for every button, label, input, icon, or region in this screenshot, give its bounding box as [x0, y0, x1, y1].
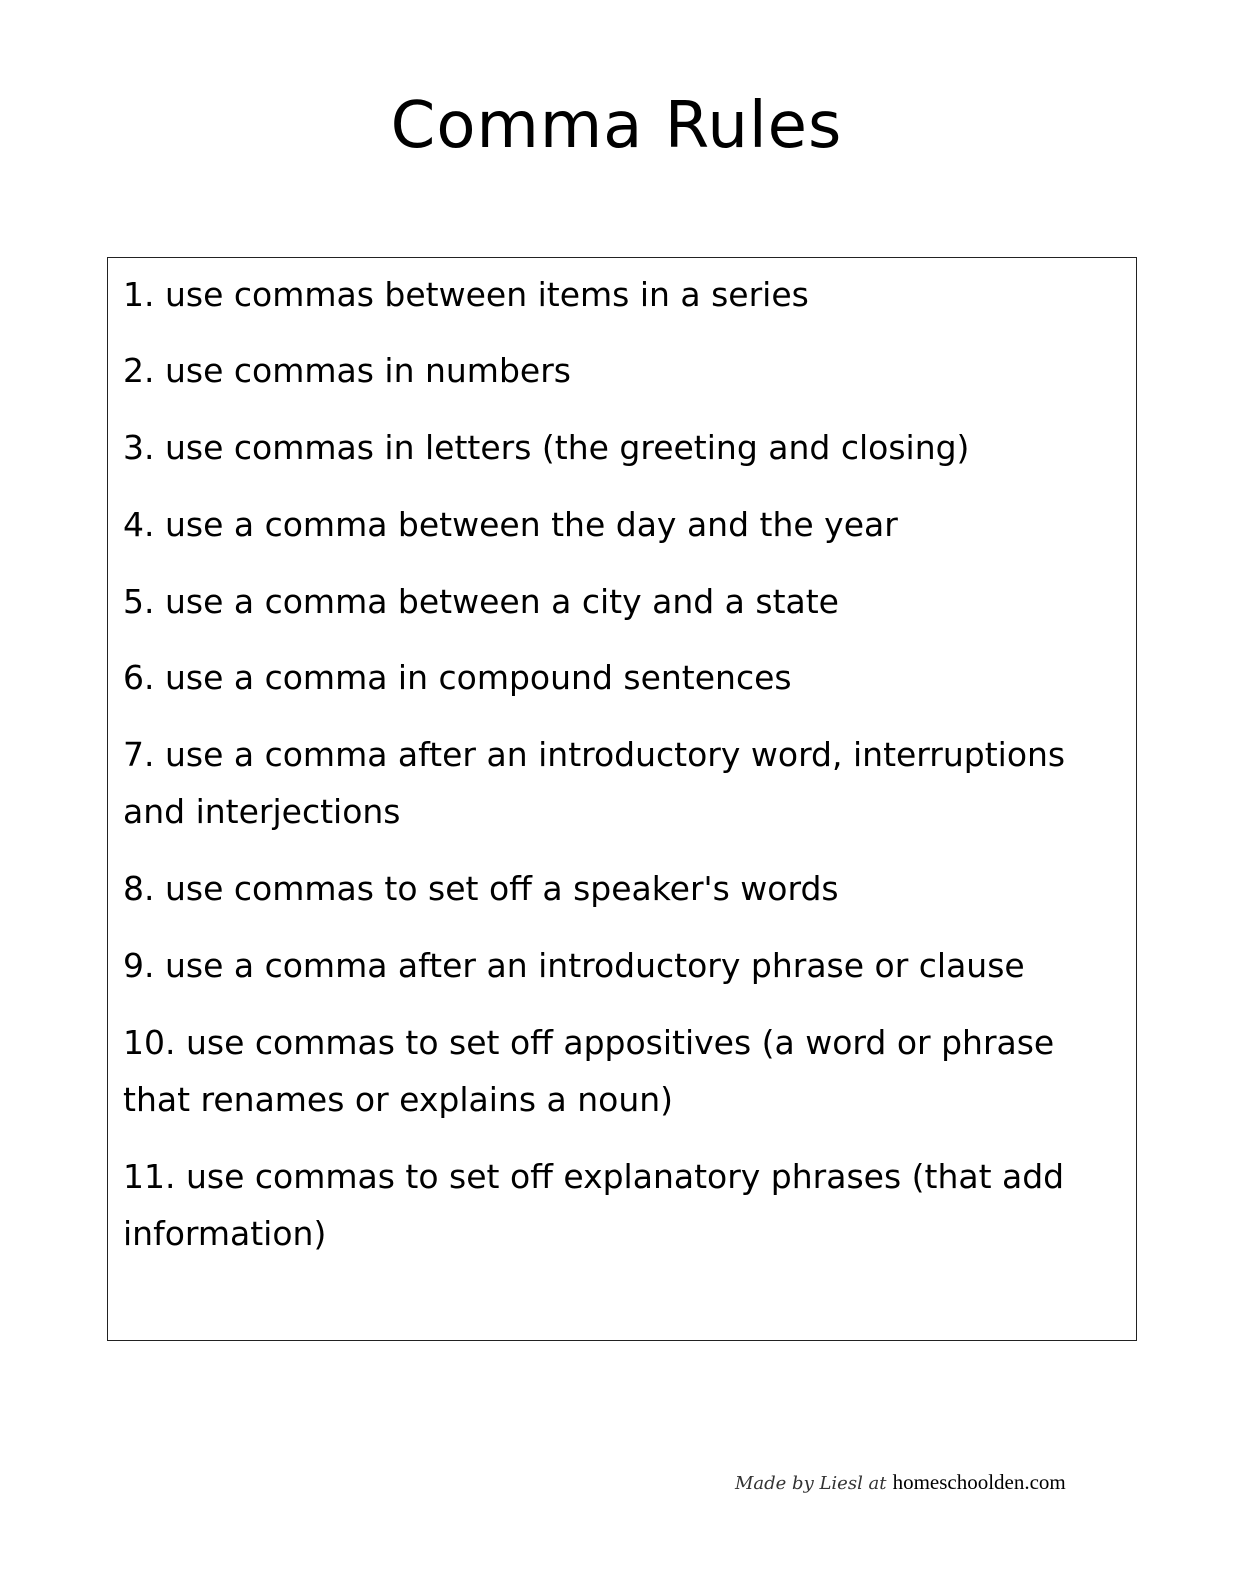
- rule-item: 2. use commas in numbers: [123, 351, 571, 390]
- rule-item: 5. use a comma between a city and a state: [123, 582, 839, 621]
- rule-item: 11. use commas to set off explanatory phrases (that add information): [123, 1157, 1065, 1253]
- rule-item: 7. use a comma after an introductory word, interruptions and interjections: [123, 735, 1066, 831]
- footer-site: homeschoolden.com: [892, 1470, 1066, 1494]
- rule-item: 9. use a comma after an introductory phrase or clause: [123, 946, 1025, 985]
- rule-item: 3. use commas in letters (the greeting and closing): [123, 428, 970, 467]
- rule-item: 1. use commas between items in a series: [123, 275, 809, 314]
- page-title: Comma Rules: [390, 89, 843, 163]
- rule-item: 8. use commas to set off a speaker's words: [123, 869, 839, 908]
- rule-item: 4. use a comma between the day and the year: [123, 505, 898, 544]
- rule-item: 10. use commas to set off appositives (a word or phrase that renames or explains a noun): [123, 1023, 1055, 1119]
- rule-item: 6. use a comma in compound sentences: [123, 658, 792, 697]
- footer-credit: Made by Liesl at: [735, 1473, 887, 1494]
- footer-attribution: [735, 1468, 1066, 1498]
- rules-box: [107, 257, 1137, 1341]
